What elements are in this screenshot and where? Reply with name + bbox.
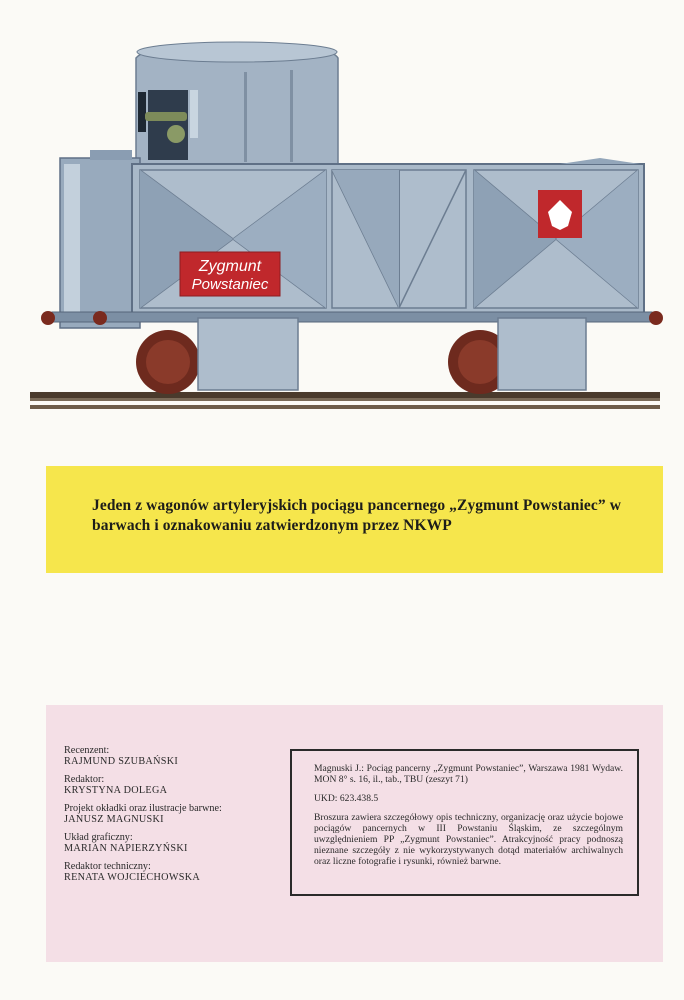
credit-role: Redaktor: <box>64 774 105 785</box>
credits-band <box>46 705 663 962</box>
credit-role: Redaktor techniczny: <box>64 861 151 872</box>
credit-name: RENATA WOJCIECHOWSKA <box>64 872 201 883</box>
credit-reviewer <box>64 745 284 767</box>
sign-text-line1: Zygmunt <box>198 258 262 275</box>
editorial-credits <box>64 745 284 890</box>
artillery-turret <box>136 42 338 168</box>
credit-name: RAJMUND SZUBAŃSKI <box>64 756 179 767</box>
catalog-card <box>290 749 639 896</box>
wagon-body <box>52 150 652 328</box>
catalog-ukd: UKD: 623.438.5 <box>314 793 379 804</box>
credit-role: Recenzent: <box>64 745 110 756</box>
credit-cover-design <box>64 803 284 825</box>
credit-technical-editor <box>64 861 284 883</box>
illustration-caption: Jeden z wagonów artyleryjskich pociągu pancernego „Zygmunt Powstaniec” w barwach i oznakowaniu zatwierdzonym przez NKWP <box>92 497 622 534</box>
credit-role: Projekt okładki oraz ilustracje barwne: <box>64 803 222 814</box>
caption-band <box>46 466 663 573</box>
polish-eagle-emblem <box>538 190 582 238</box>
credit-name: KRYSTYNA DOLEGA <box>64 785 168 796</box>
credit-name: MARIAN NAPIERZYŃSKI <box>64 843 188 854</box>
catalog-description: Broszura zawiera szczegółowy opis techniczny, organizację oraz użycie bojowe pociągów pancernych w III Powstaniu Śląskim, ze szczególnym uwzględnieniem PP „Zygmunt Powstaniec”. Atrakcyjność pracy podnoszą nieznane szczegóły z nie wykorzystywanych dotąd materiałów archiwalnych oraz liczne fotografie i rysunki, również barwne. <box>314 812 623 867</box>
sign-text-line2: Powstaniec <box>191 276 269 293</box>
catalog-reference: Magnuski J.: Pociąg pancerny „Zygmunt Powstaniec”, Warszawa 1981 Wydaw. MON 8° s. 16, il., tab., TBU (zeszyt 71) <box>314 763 623 785</box>
credit-editor <box>64 774 284 796</box>
railway-track <box>30 392 660 409</box>
credit-name: JANUSZ MAGNUSKI <box>64 814 164 825</box>
credit-role: Układ graficzny: <box>64 832 133 843</box>
wagon-name-sign <box>180 252 280 296</box>
credit-layout <box>64 832 284 854</box>
armored-wagon-illustration <box>0 0 684 440</box>
